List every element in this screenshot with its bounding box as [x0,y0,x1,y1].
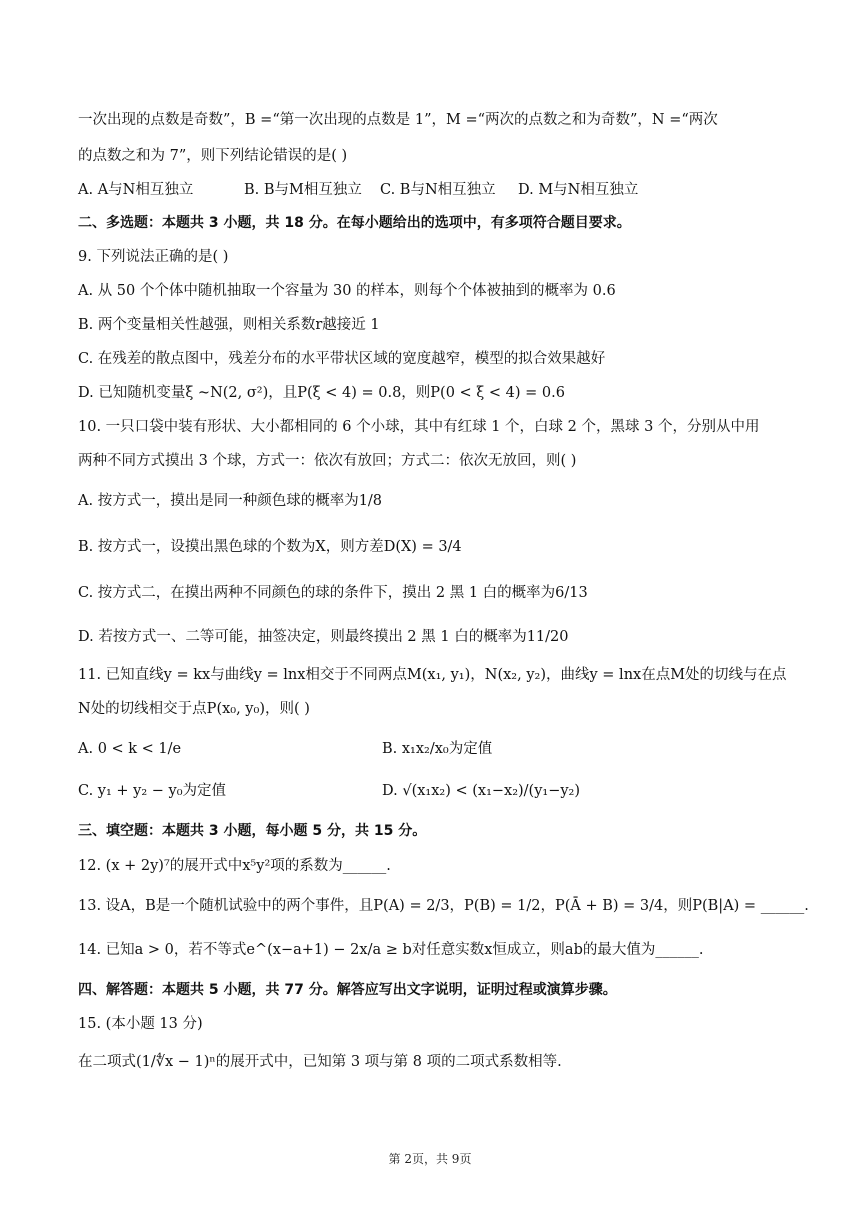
q14: 14. 已知a > 0，若不等式e^(x−a+1) − 2x/a ≥ b对任意实数x恒成立，则ab的最大值为______. [78,942,704,958]
q10-option-b: B. 按方式一，设摸出黑色球的个数为X，则方差D(X) = 3/4 [78,539,462,555]
q11-option-a: A. 0 < k < 1/e [78,741,182,757]
q11-option-c: C. y₁ + y₂ − y₀为定值 [78,783,227,799]
q11-line2: N处的切线相交于点P(x₀, y₀)，则( ) [78,701,310,717]
q15-title: 15. (本小题 13 分) [78,1016,203,1032]
q9-option-c: C. 在残差的散点图中，残差分布的水平带状区域的宽度越窄，模型的拟合效果越好 [78,351,606,367]
q10-option-a: A. 按方式一，摸出是同一种颜色球的概率为1/8 [78,493,383,509]
q10-option-c: C. 按方式二，在摸出两种不同颜色的球的条件下，摸出 2 黑 1 白的概率为6/13 [78,585,588,601]
page-footer: 第 2页，共 9页 [388,1152,472,1166]
q11-options-row2 [78,781,800,801]
q9-option-a: A. 从 50 个个体中随机抽取一个容量为 30 的样本，则每个个体被抽到的概率为 0.6 [78,283,616,299]
q11-option-d: D. √(x₁x₂) < (x₁−x₂)/(y₁−y₂) [382,783,581,799]
q8-line1: 一次出现的点数是奇数”，B =“第一次出现的点数是 1”，M =“两次的点数之和为奇数”，N =“两次 [78,112,718,128]
q10-line1: 10. 一只口袋中装有形状、大小都相同的 6 个小球，其中有红球 1 个，白球 2 个，黑球 3 个，分别从中用 [78,419,760,435]
q11-line1: 11. 已知直线y = kx与曲线y = lnx相交于不同两点M(x₁, y₁)，N(x₂, y₂)，曲线y = lnx在点M处的切线与在点 [78,667,787,683]
q13: 13. 设A，B是一个随机试验中的两个事件，且P(A) = 2/3，P(B) = 1/2，P(Ā + B) = 3/4，则P(B|A) = ______. [78,898,809,914]
q11-option-b: B. x₁x₂/x₀为定值 [382,741,493,757]
q10-option-d: D. 若按方式一、二等可能，抽签决定，则最终摸出 2 黑 1 白的概率为11/20 [78,629,569,645]
q11-options-row1 [78,739,800,759]
section-heading-multiple-choice: 二、多选题：本题共 3 小题，共 18 分。在每小题给出的选项中，有多项符合题目要求。 [78,215,631,231]
q9-option-b: B. 两个变量相关性越强，则相关系数r越接近 1 [78,317,380,333]
section-heading-fill-in: 三、填空题：本题共 3 小题，每小题 5 分，共 15 分。 [78,823,427,839]
q8-option-a: A. A与N相互独立 [78,182,194,198]
q12: 12. (x + 2y)⁷的展开式中x⁵y²项的系数为______. [78,858,391,874]
q8-option-b: B. B与M相互独立 [244,182,362,198]
q8-line2: 的点数之和为 7”，则下列结论错误的是( ) [78,148,348,164]
q9-option-d: D. 已知随机变量ξ ~N(2, σ²)，且P(ξ < 4) = 0.8，则P(0 < ξ < 4) = 0.6 [78,385,565,401]
q10-line2: 两种不同方式摸出 3 个球，方式一：依次有放回；方式二：依次无放回，则( ) [78,453,577,469]
section-heading-answer: 四、解答题：本题共 5 小题，共 77 分。解答应写出文字说明，证明过程或演算步骤。 [78,982,617,998]
q9-stem: 9. 下列说法正确的是( ) [78,249,229,265]
q15-stem: 在二项式(1/∜x − 1)ⁿ的展开式中，已知第 3 项与第 8 项的二项式系数相等. [78,1054,562,1070]
q8-option-c: C. B与N相互独立 [380,182,496,198]
q8-option-d: D. M与N相互独立 [518,182,639,198]
